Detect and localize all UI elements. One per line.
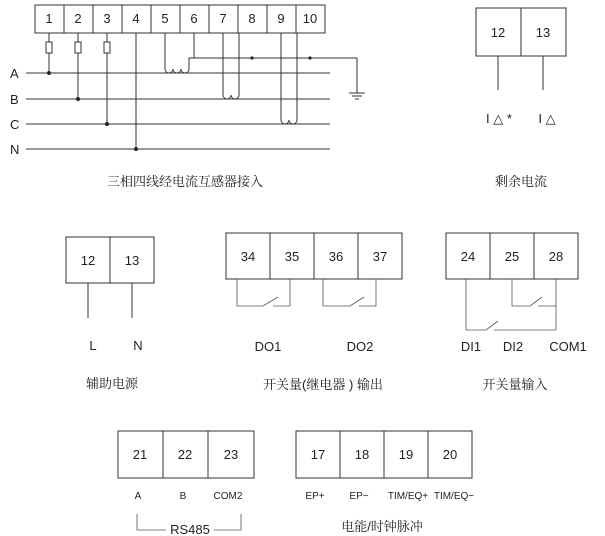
- pulse-label-ep-minus: EP−: [349, 491, 369, 502]
- do1-contact: [237, 279, 290, 306]
- pulse-terminal-19: 19: [398, 447, 414, 462]
- input-terminal-25: 25: [504, 249, 520, 264]
- terminal-1-label: 1: [45, 11, 53, 26]
- junction-a: [47, 71, 51, 75]
- terminal-6-label: 6: [190, 11, 198, 26]
- junction-b: [76, 97, 80, 101]
- rs485-label-a: A: [134, 491, 142, 502]
- relay-output-caption: 开关量(继电器 ) 输出: [263, 377, 383, 392]
- ct-wiring-caption: 三相四线经电流互感器接入: [106, 174, 264, 189]
- pulse-terminal-17: 17: [310, 447, 326, 462]
- rs485-label-com2: COM2: [213, 491, 243, 502]
- phase-b-label: B: [10, 92, 19, 107]
- aux-power-caption: 辅助电源: [85, 376, 139, 391]
- aux-power-section: [66, 237, 154, 391]
- terminal-4-label: 4: [132, 11, 140, 26]
- fuse-2: [75, 42, 81, 53]
- switch-input-section: [446, 233, 587, 392]
- relay-terminal-37: 37: [372, 249, 388, 264]
- pulse-label-tim-minus: TIM/EQ−: [433, 491, 475, 502]
- residual-label-12: I △ *: [486, 111, 512, 126]
- ct-b-coil: [223, 33, 239, 99]
- aux-terminal-12: 12: [80, 253, 96, 268]
- pulse-terminal-20: 20: [442, 447, 458, 462]
- rs485-section: [118, 431, 254, 536]
- rs485-terminal-23: 23: [223, 447, 239, 462]
- terminal-8-label: 8: [248, 11, 256, 26]
- terminal-3-label: 3: [103, 11, 111, 26]
- relay-terminal-35: 35: [284, 249, 300, 264]
- neutral-label: N: [10, 142, 20, 157]
- terminal-7-label: 7: [219, 11, 227, 26]
- pulse-label-tim-plus: TIM/EQ+: [387, 491, 429, 502]
- pulse-terminal-18: 18: [354, 447, 370, 462]
- ct-terminal-strip: [35, 5, 325, 33]
- ct-c-coil: [281, 33, 297, 124]
- input-label-di1: DI1: [460, 339, 482, 354]
- residual-terminal-12: 12: [490, 25, 506, 40]
- terminal-9-label: 9: [277, 11, 285, 26]
- pulse-label-ep-plus: EP+: [305, 491, 325, 502]
- phase-a-label: A: [10, 66, 19, 81]
- aux-terminal-13: 13: [124, 253, 140, 268]
- input-terminal-24: 24: [460, 249, 476, 264]
- relay-terminal-34: 34: [240, 249, 256, 264]
- residual-current-section: [476, 8, 566, 189]
- residual-label-13: I △: [538, 111, 556, 126]
- residual-terminal-13: 13: [535, 25, 551, 40]
- input-label-di2: DI2: [502, 339, 524, 354]
- residual-current-caption: 剩余电流: [494, 174, 548, 189]
- rs485-terminal-21: 21: [132, 447, 148, 462]
- junction-n: [134, 147, 138, 151]
- phase-c-label: C: [10, 117, 20, 132]
- pulse-caption: 电能/时钟脉冲: [341, 519, 423, 534]
- fuse-3: [104, 42, 110, 53]
- input-label-com1: COM1: [549, 339, 587, 354]
- switch-input-caption: 开关量输入: [482, 377, 548, 392]
- fuse-1: [46, 42, 52, 53]
- voltage-taps: [46, 33, 138, 151]
- junction-common-10: [308, 56, 311, 59]
- ct-wiring-section: [10, 5, 365, 189]
- pulse-section: [296, 431, 474, 534]
- terminal-10-label: 10: [302, 11, 318, 26]
- aux-label-n: N: [133, 338, 143, 353]
- relay-terminal-36: 36: [328, 249, 344, 264]
- current-transformers: [165, 33, 365, 124]
- rs485-label-b: B: [179, 491, 187, 502]
- di1-contact: [466, 279, 556, 330]
- junction-common-8: [250, 56, 253, 59]
- relay-output-section: [226, 233, 402, 392]
- di2-contact: [512, 279, 556, 306]
- ground-icon: [349, 93, 365, 99]
- relay-label-do1: DO1: [254, 339, 282, 354]
- do2-contact: [323, 279, 376, 306]
- ct-a-coil: [165, 33, 194, 73]
- junction-c: [105, 122, 109, 126]
- rs485-terminal-22: 22: [177, 447, 193, 462]
- phase-lines: [10, 66, 330, 157]
- aux-label-l: L: [89, 338, 97, 353]
- input-terminal-28: 28: [548, 249, 564, 264]
- rs485-bracket-right: [214, 514, 241, 530]
- terminal-2-label: 2: [74, 11, 82, 26]
- rs485-bus-label: RS485: [170, 522, 210, 536]
- rs485-bracket-left: [137, 514, 166, 530]
- terminal-5-label: 5: [161, 11, 169, 26]
- relay-label-do2: DO2: [346, 339, 374, 354]
